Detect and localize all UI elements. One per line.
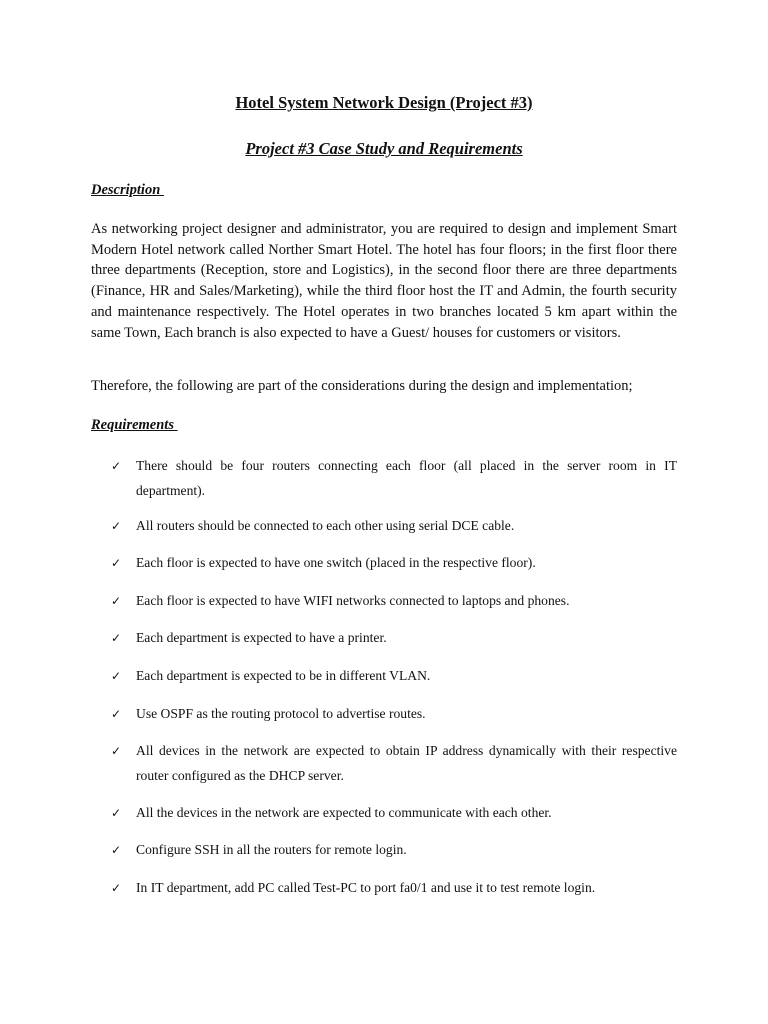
requirement-item [111,514,677,539]
requirement-item [111,664,677,689]
considerations-paragraph: Therefore, the following are part of the considerations during the design and implementation; [91,378,633,394]
check-icon: ✓ [111,556,122,570]
check-icon: ✓ [111,519,122,533]
requirement-item [111,702,677,727]
requirement-text: All routers should be connected to each other using serial DCE cable. [136,518,515,533]
requirement-text: Configure SSH in all the routers for remote login. [136,842,407,857]
requirement-text: In IT department, add PC called Test-PC to port fa0/1 and use it to test remote login. [136,880,596,895]
description-heading: Description [91,182,164,198]
check-icon: ✓ [111,594,122,608]
check-icon: ✓ [111,806,122,820]
requirement-text: There should be four routers connecting each floor (all placed in the server room in IT department). [136,458,677,498]
check-icon: ✓ [111,669,122,683]
requirement-item [111,626,677,651]
requirement-item [111,739,677,788]
document-title: Hotel System Network Design (Project #3) [235,93,533,112]
requirement-text: Each floor is expected to have one switch (placed in the respective floor). [136,555,536,570]
requirement-text: Use OSPF as the routing protocol to advertise routes. [136,706,426,721]
requirement-item [111,838,677,863]
requirement-item [111,589,677,614]
document-subtitle: Project #3 Case Study and Requirements [245,139,523,158]
requirement-text: All the devices in the network are expected to communicate with each other. [136,805,552,820]
requirement-item [111,454,677,503]
check-icon: ✓ [111,744,122,758]
description-paragraph: As networking project designer and administrator, you are required to design and implement Smart Modern Hotel network called Norther Smart Hotel. The hotel has four floors; in the first floor there three departments (Reception, store and Logistics), in the second floor there are three departments (Finance, HR and Sales/Marketing), while the third floor host the IT and Admin, the fourth security and maintenance respectively. The Hotel operates in two branches located 5 km apart within the same Town, Each branch is also expected to have a Guest/ houses for customers or visitors. [91,221,677,341]
check-icon: ✓ [111,881,122,895]
requirement-text: Each floor is expected to have WIFI networks connected to laptops and phones. [136,593,570,608]
check-icon: ✓ [111,707,122,721]
check-icon: ✓ [111,631,122,645]
requirements-heading: Requirements [91,417,178,433]
requirement-text: Each department is expected to be in different VLAN. [136,668,431,683]
requirement-text: Each department is expected to have a printer. [136,630,387,645]
check-icon: ✓ [111,843,122,857]
requirement-item [111,551,677,576]
requirement-item [111,801,677,826]
requirement-item [111,876,677,901]
requirement-text: All devices in the network are expected to obtain IP address dynamically with their respective router configured as the DHCP server. [136,743,677,783]
check-icon: ✓ [111,459,122,473]
